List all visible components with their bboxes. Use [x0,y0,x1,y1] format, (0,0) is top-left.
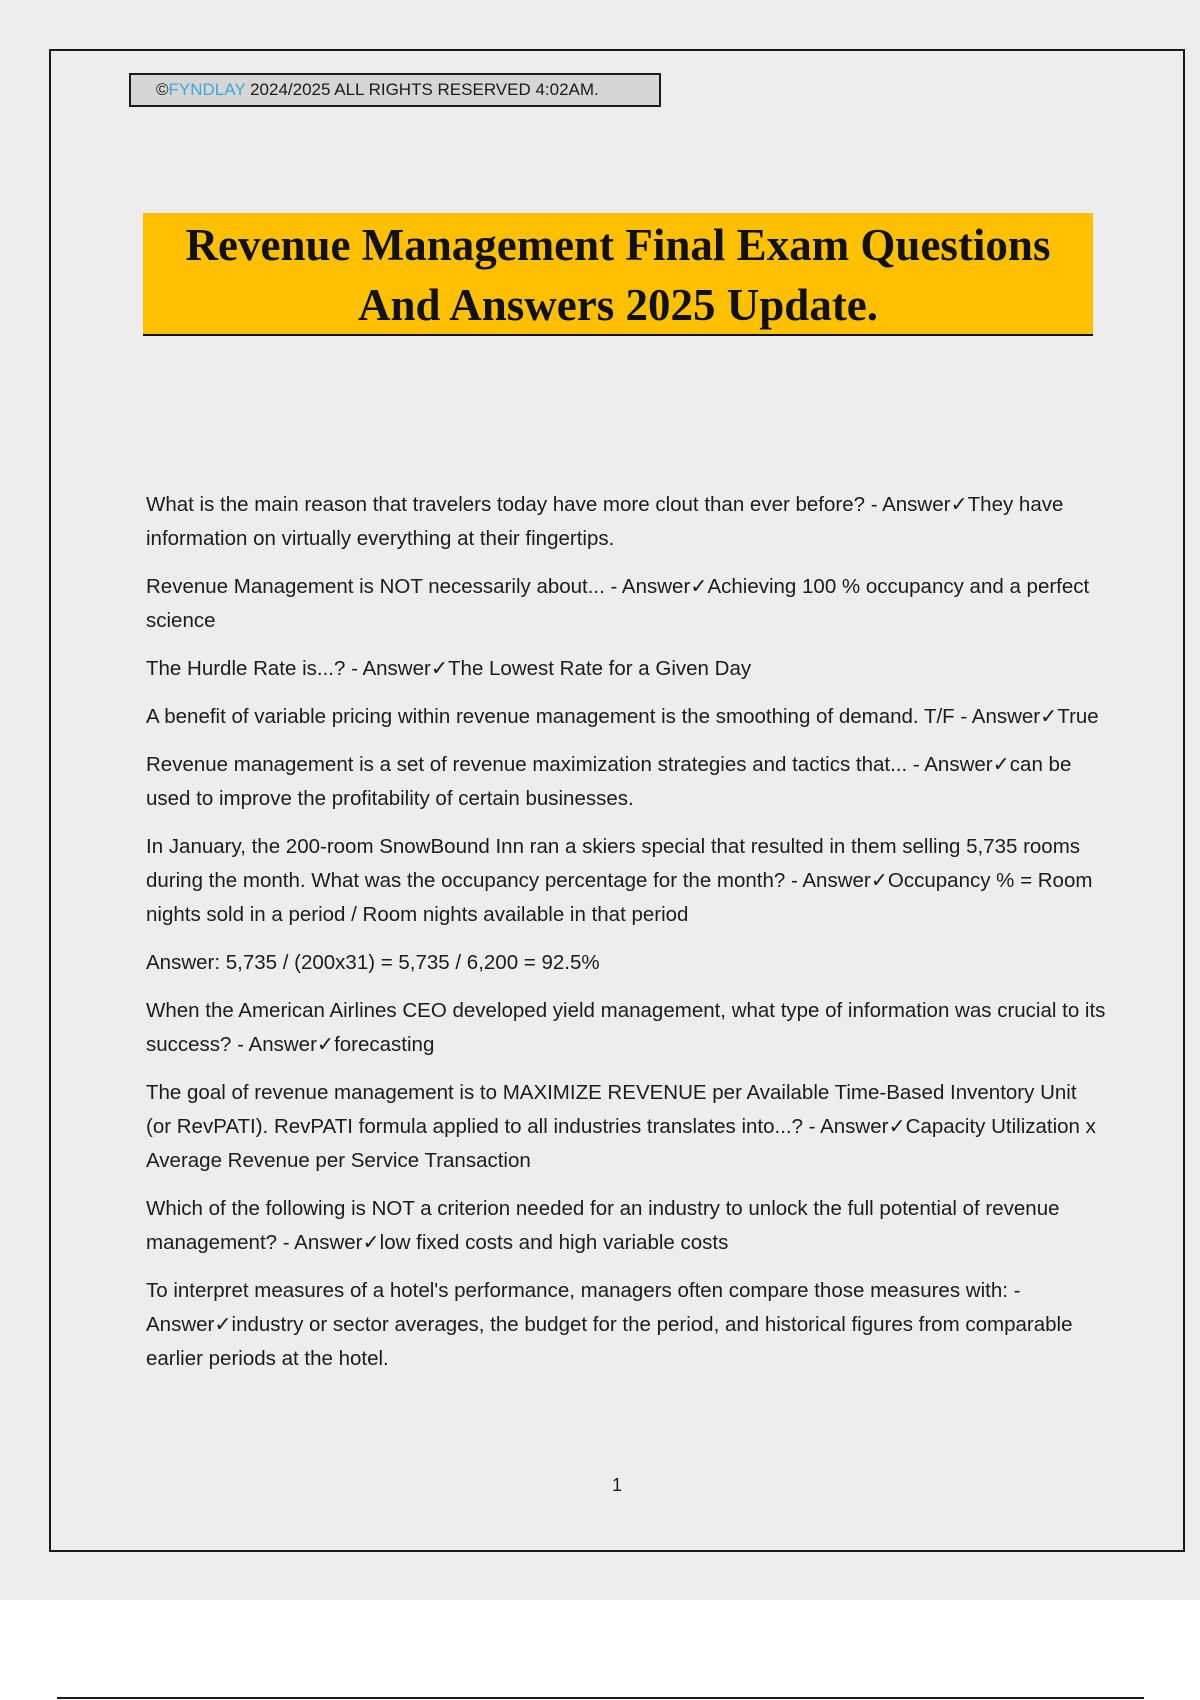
document-title [143,213,1093,336]
qa-item: The Hurdle Rate is...? - Answer✓The Lowest Rate for a Given Day [146,657,752,680]
qa-item: What is the main reason that travelers today have more clout than ever before? - Answer✓They have information on virtually everything at their fingertips. [146,493,1064,550]
qa-item: When the American Airlines CEO developed yield management, what type of information was crucial to its success? - Answer✓forecasting [146,999,1106,1056]
qa-item: A benefit of variable pricing within revenue management is the smoothing of demand. T/F - Answer✓True [146,705,1099,728]
page-number: 1 [611,1475,622,1495]
qa-item: Revenue management is a set of revenue maximization strategies and tactics that... - Answer✓can be used to improve the profitability of certain businesses. [146,753,1072,810]
copyright-notice [129,73,661,107]
brand-name: FYNDLAY [168,80,246,99]
qa-item: Revenue Management is NOT necessarily about... - Answer✓Achieving 100 % occupancy and a perfect science [146,575,1090,632]
qa-item: Which of the following is NOT a criterion needed for an industry to unlock the full potential of revenue management? - Answer✓low fixed costs and high variable costs [146,1197,1060,1254]
qa-item: Answer: 5,735 / (200x31) = 5,735 / 6,200 = 92.5% [146,951,600,974]
qa-item: In January, the 200-room SnowBound Inn ran a skiers special that resulted in them selling 5,735 rooms during the month. What was the occupancy percentage for the month? - Answer✓Occupancy % = Room nights sold in a period / Room nights available in that period [146,835,1093,926]
next-page-divider [57,1697,1144,1699]
title-line-2: And Answers 2025 Update. [357,280,879,330]
rights-text: 2024/2025 ALL RIGHTS RESERVED 4:02AM. [245,80,599,99]
copyright-symbol: © [156,80,169,99]
title-line-1: Revenue Management Final Exam Questions [185,220,1051,270]
qa-item: The goal of revenue management is to MAXIMIZE REVENUE per Available Time-Based Inventory Unit (or RevPATI). RevPATI formula applied to all industries translates into...? - Answer✓Capacity Utilization x Average Revenue per Service Transaction [146,1081,1096,1172]
qa-item: To interpret measures of a hotel's performance, managers often compare those measures with: - Answer✓industry or sector averages, the budget for the period, and historical figures from comparable earlier periods at the hotel. [146,1279,1073,1370]
qa-list [146,488,1106,1390]
